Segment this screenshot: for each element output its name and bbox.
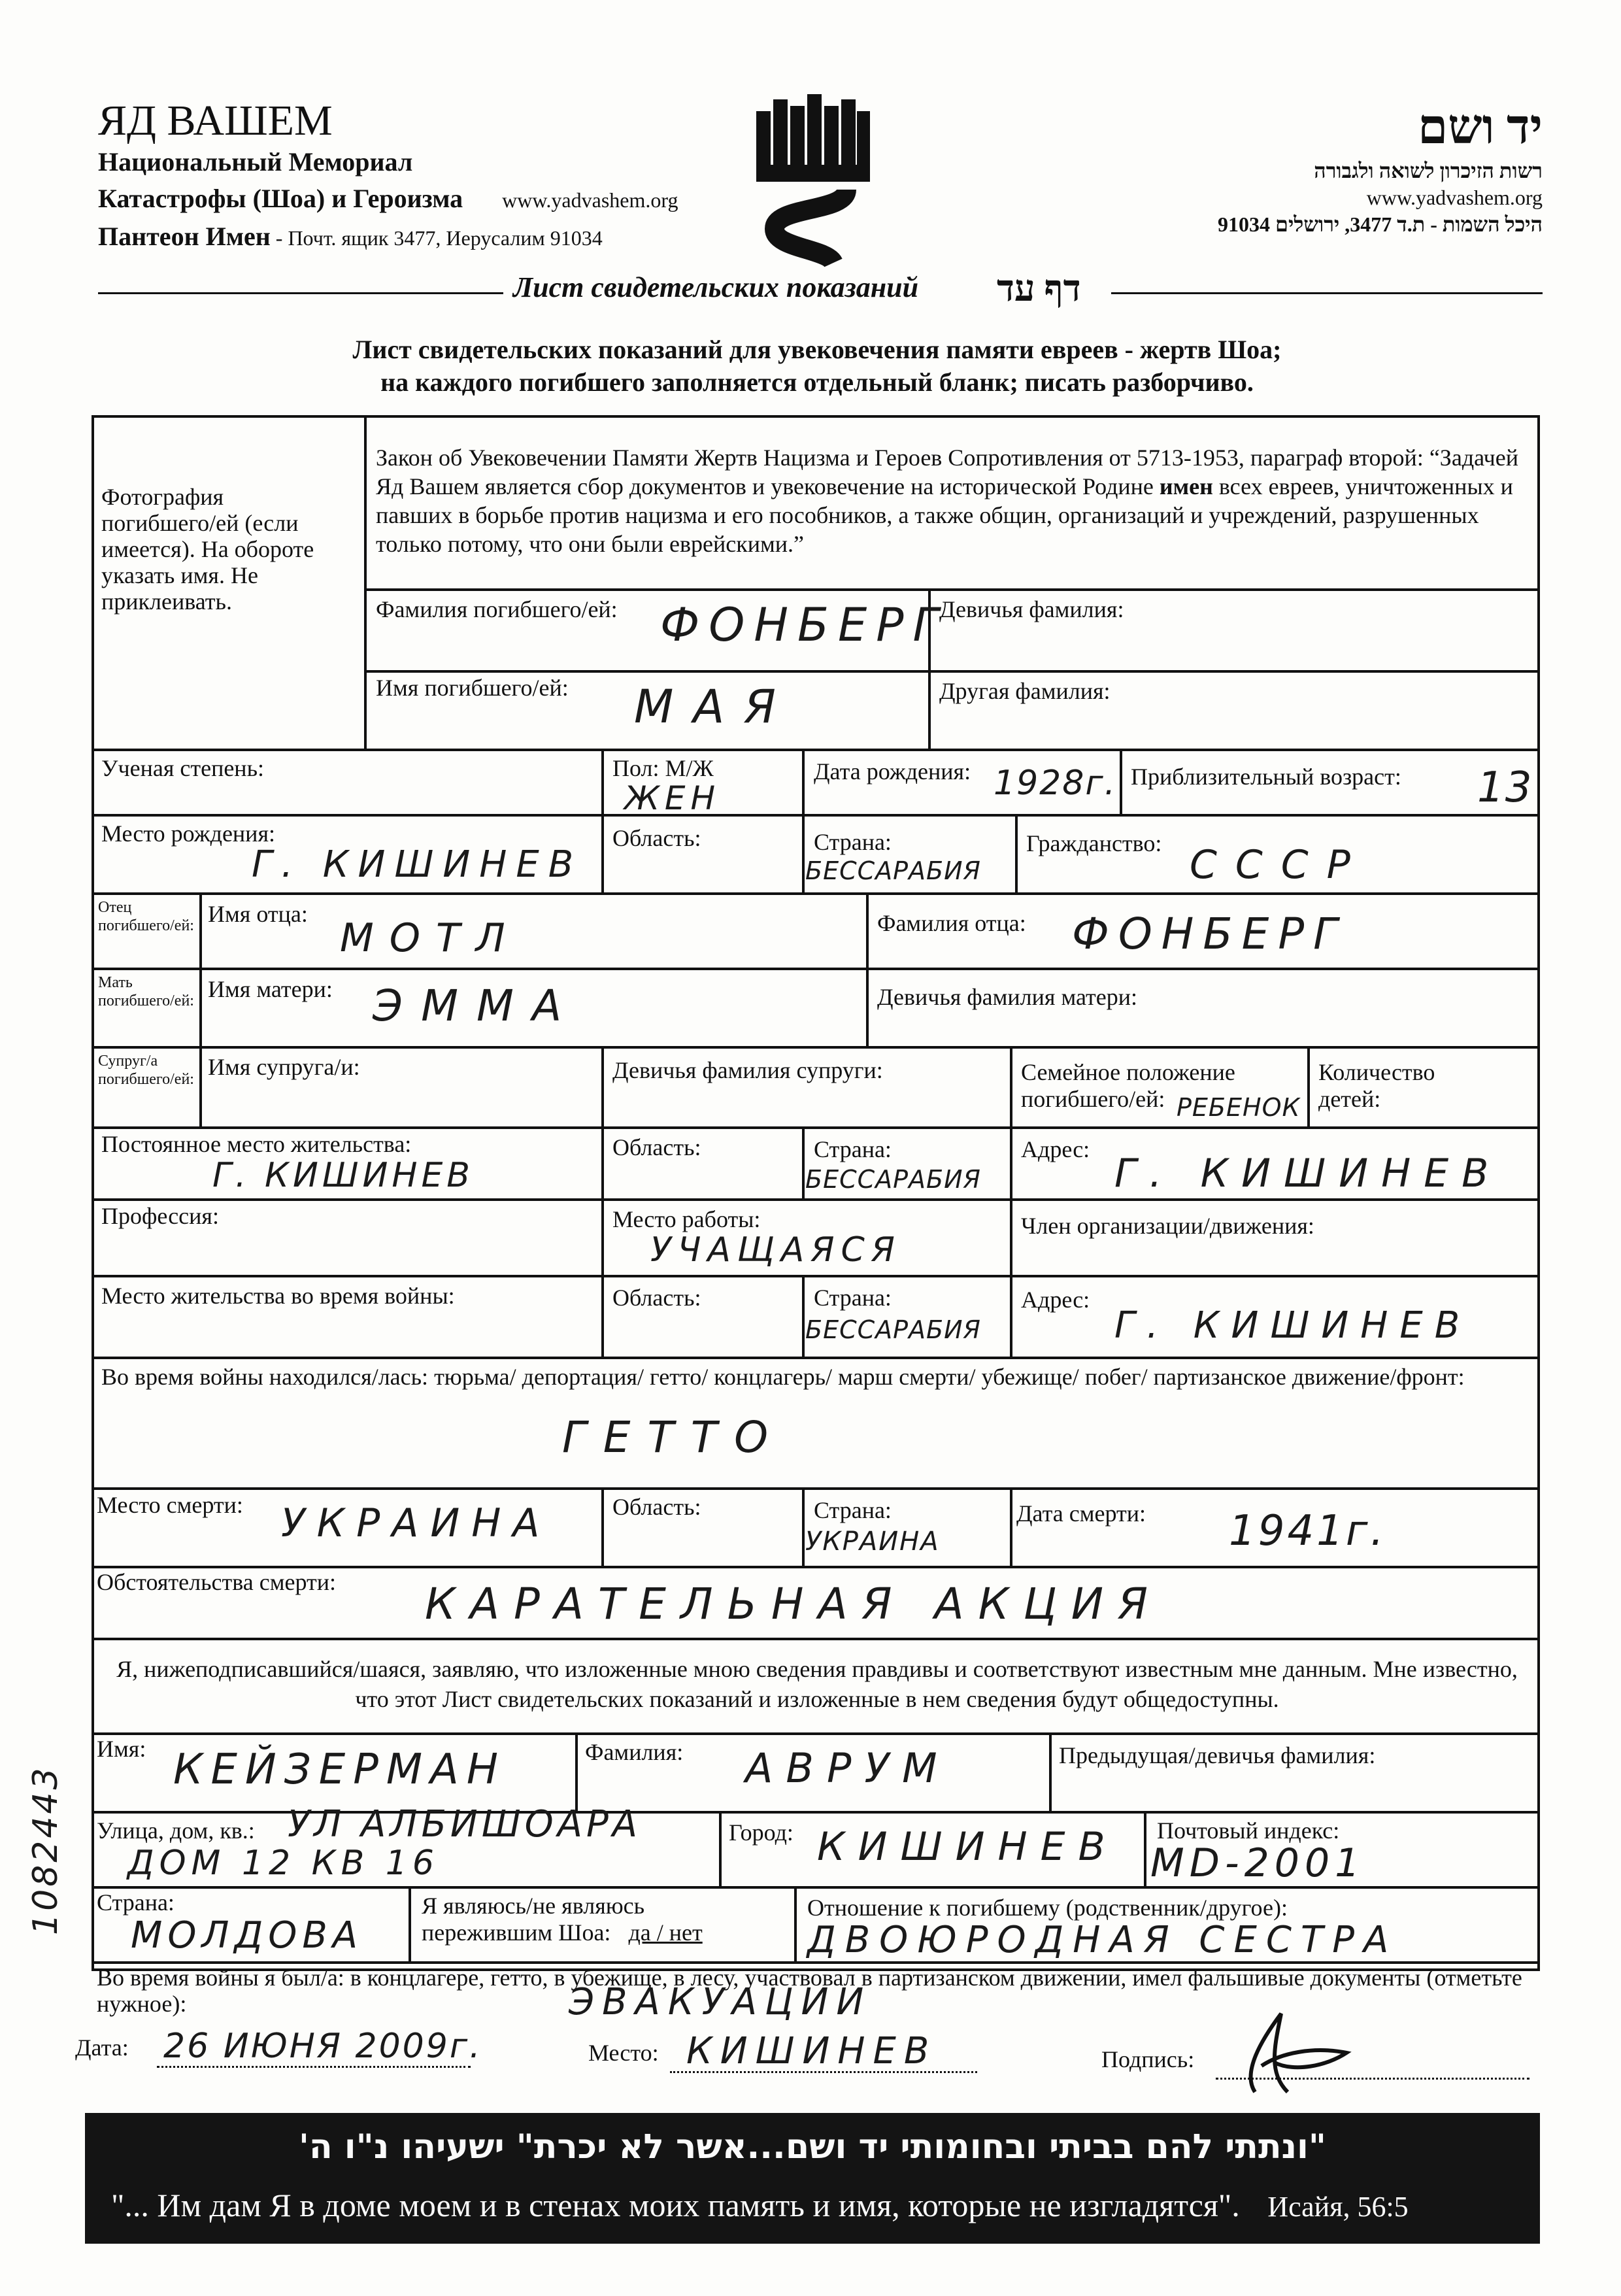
submitter-prev-label: Предыдущая/девичья фамилия:	[1059, 1742, 1376, 1768]
vrule-r8-b	[802, 1126, 805, 1198]
vrule-r16-b	[1144, 1811, 1146, 1886]
death-place-label: Место смерти:	[97, 1492, 243, 1518]
birthdate-value[interactable]: 1928г.	[994, 764, 1117, 803]
org-line-3	[98, 218, 678, 256]
website-left[interactable]: www.yadvashem.org	[502, 188, 678, 212]
residence-address-value[interactable]: Г. КИШИНЕВ	[1114, 1151, 1502, 1196]
vrule-r10-b	[802, 1275, 805, 1357]
vrule-r17-a	[409, 1886, 411, 1961]
birth-region-label: Область:	[612, 825, 701, 851]
signature-mark[interactable]	[1216, 1994, 1360, 2099]
form-subtitle	[98, 333, 1536, 399]
citizenship-label: Гражданство:	[1026, 830, 1162, 856]
relation-label: Отношение к погибшему (родственник/другое):	[807, 1895, 1288, 1921]
vrule-r8-a	[601, 1126, 604, 1198]
vrule-r10-a	[601, 1275, 604, 1357]
footer-banner	[85, 2113, 1540, 2244]
vrule-r7-c	[1307, 1046, 1310, 1126]
place-underline	[670, 2071, 977, 2073]
victim-name-label: Имя погибшего/ей:	[376, 675, 569, 701]
death-region-label: Область:	[612, 1494, 701, 1520]
vrule-r4-b	[802, 814, 805, 892]
rule-13	[92, 1566, 1540, 1568]
submitter-country-value[interactable]: МОЛДОВА	[131, 1914, 363, 1957]
spouse-name-label: Имя супруга/и:	[208, 1054, 360, 1080]
org-line-3-rest: - Почт. ящик 3477, Иерусалим 91034	[270, 226, 603, 250]
title-rule-right	[1111, 292, 1543, 294]
survivor-label	[422, 1893, 703, 1947]
rule-8	[92, 1126, 1540, 1129]
death-date-label: Дата смерти:	[1016, 1500, 1146, 1527]
birth-country-label: Страна:	[814, 829, 892, 855]
workplace-value[interactable]: УЧАЩАЯСЯ	[650, 1230, 901, 1270]
death-date-value[interactable]: 1941г.	[1229, 1507, 1386, 1555]
residence-country-value[interactable]: БЕССАРАБИЯ	[805, 1165, 981, 1194]
date-underline	[157, 2066, 471, 2068]
vrule-r15-b	[1049, 1732, 1052, 1811]
residence-address-label: Адрес:	[1021, 1136, 1090, 1162]
he-line-1: רשות הזיכרון לשואה ולגבורה	[1314, 159, 1543, 182]
father-side-label: Отец погибшего/ей:	[98, 899, 194, 934]
death-country-label: Страна:	[814, 1497, 892, 1523]
rule-10	[92, 1275, 1540, 1277]
rule-18	[92, 1961, 1540, 1964]
vrule-r7-b	[1010, 1046, 1012, 1126]
residence-label: Постоянное место жительства:	[101, 1131, 412, 1157]
mother-name-label: Имя матери:	[208, 976, 333, 1002]
declaration-text: Я, нижеподписавшийся/шаяся, заявляю, что изложенные мною сведения правдивы и соответствуют известным мне данным. Мне известно, что этот Лист свидетельских показаний и изложенные в нем сведения будут общедоступны.	[116, 1656, 1518, 1712]
he-line-3: היכל השמות - ת.ד 3477, ירושלים 91034	[1218, 212, 1543, 236]
form-title-ru: Лист свидетельских показаний	[513, 271, 919, 303]
submitter-surname-value[interactable]: АВРУМ	[745, 1744, 950, 1792]
vrule-r4-c	[1015, 814, 1018, 892]
mother-name-value[interactable]: ЭММА	[373, 981, 580, 1031]
father-surname-label: Фамилия отца:	[877, 910, 1026, 936]
survivor-options[interactable]: да / нет	[628, 1919, 703, 1946]
margin-archive-number: 1082443	[26, 1765, 65, 1935]
vrule-r17-b	[794, 1886, 797, 1961]
death-country-value[interactable]: УКРАИНА	[805, 1527, 940, 1557]
rule-5	[92, 892, 1540, 895]
place-label: Место:	[588, 2040, 659, 2066]
title-rule-left	[98, 292, 503, 294]
law-text-bold: имен	[1159, 473, 1213, 499]
rule-14	[92, 1638, 1540, 1640]
children-label	[1318, 1059, 1435, 1113]
vrule-r16-a	[719, 1811, 722, 1886]
birthplace-label: Место рождения:	[101, 820, 276, 847]
photo-instructions: Фотография погибшего/ей (если имеется). На обороте указать имя. Не приклеивать.	[101, 484, 314, 615]
org-line-1: Национальный Мемориал	[98, 147, 413, 177]
vrule-r3-c	[1120, 749, 1122, 814]
rule-7	[92, 1046, 1540, 1049]
submitter-surname-label: Фамилия:	[585, 1739, 684, 1765]
rule-9	[92, 1198, 1540, 1201]
vrule-r9-a	[601, 1198, 604, 1275]
rule-12	[92, 1487, 1540, 1490]
rule-2	[364, 670, 1540, 673]
org-title-ru: ЯД ВАШЕМ	[98, 97, 333, 144]
street-label: Улица, дом, кв.:	[97, 1817, 255, 1844]
spouse-side-label: Супруг/а погибшего/ей:	[98, 1053, 194, 1088]
victim-maiden-label: Девичья фамилия:	[939, 596, 1124, 622]
zip-label: Почтовый индекс:	[1157, 1817, 1340, 1844]
vrule-r12-b	[802, 1487, 805, 1566]
victim-surname-value[interactable]: ФОНБЕРГ	[660, 598, 948, 652]
vrule-r7-a	[601, 1046, 604, 1126]
vrule-r15-a	[575, 1732, 578, 1811]
birthplace-value[interactable]: Г. КИШИНЕВ	[252, 843, 583, 886]
date-label: Дата:	[75, 2034, 129, 2061]
org-line-2-text: Катастрофы (Шоа) и Героизма	[98, 184, 463, 213]
marital-label-line-1: Семейное положение	[1021, 1059, 1235, 1085]
rule-1	[364, 588, 1540, 591]
birthdate-label: Дата рождения:	[814, 758, 971, 785]
war-status-value[interactable]: ГЕТТО	[562, 1412, 786, 1462]
war-address-label: Адрес:	[1021, 1287, 1090, 1313]
org-header-right	[1098, 98, 1543, 238]
submitter-country-label: Страна:	[97, 1889, 175, 1916]
citizenship-value[interactable]: СССР	[1190, 842, 1369, 888]
age-label: Приблизительный возраст:	[1131, 764, 1401, 790]
rule-4	[92, 814, 1540, 817]
vrule-side	[199, 892, 202, 1126]
vrule-r9-b	[1010, 1198, 1012, 1275]
org-header-left	[98, 98, 678, 256]
law-text-part-1: Закон об Увековечении Памяти Жертв Нацизма и Героев Сопротивления от 5713-1953, параграф второй: “Задачей Яд Вашем является сбор документов и увековечение на исторической Родине	[376, 445, 1519, 499]
footer-citation: Исайя, 56:5	[1267, 2191, 1409, 2223]
residence-country-label: Страна:	[814, 1136, 892, 1162]
war-country-value[interactable]: БЕССАРАБИЯ	[805, 1315, 981, 1344]
war-status-label: Во время войны находился/лась: тюрьма/ депортация/ гетто/ концлагерь/ марш смерти/ убежище/ побег/ партизанское движение/фронт:	[101, 1364, 1465, 1390]
city-label: Город:	[729, 1819, 794, 1846]
subtitle-line-2: на каждого погибшего заполняется отдельный бланк; писать разборчиво.	[380, 367, 1254, 397]
mother-side-label: Мать погибшего/ей:	[98, 974, 194, 1009]
residence-region-label: Область:	[612, 1134, 701, 1160]
rule-17	[92, 1886, 1540, 1889]
subtitle-line-1: Лист свидетельских показаний для увековечения памяти евреев - жертв Шоа;	[352, 335, 1282, 364]
law-text-part-2: всех евреев, уничтоженных и павших в борьбе против нацизма и его пособников, а также общин, организаций и учреждений, разрушенных только потому, что они были еврейскими.”	[376, 473, 1513, 557]
sex-value[interactable]: ЖЕН	[624, 779, 721, 817]
relation-value[interactable]: ДВОЮРОДНАЯ СЕСТРА	[807, 1919, 1398, 1961]
submitter-name-value[interactable]: КЕЙЗЕРМАН	[173, 1746, 506, 1794]
father-surname-value[interactable]: ФОНБЕРГ	[1072, 909, 1346, 959]
spouse-maiden-label: Девичья фамилия супруги:	[612, 1057, 883, 1083]
residence-value[interactable]: Г. КИШИНЕВ	[212, 1156, 474, 1195]
vrule-r12-a	[601, 1487, 604, 1566]
submitter-name-label: Имя:	[97, 1736, 146, 1762]
father-name-label: Имя отца:	[208, 901, 308, 927]
circumstances-value[interactable]: КАРАТЕЛЬНАЯ АКЦИЯ	[425, 1579, 1162, 1629]
law-text	[376, 443, 1526, 558]
website-right[interactable]: www.yadvashem.org	[1366, 186, 1543, 209]
member-label: Член организации/движения:	[1021, 1213, 1314, 1239]
death-place-value[interactable]: УКРАИНА	[281, 1500, 552, 1546]
degree-label: Ученая степень:	[101, 755, 264, 781]
children-label-line-1: Количество	[1318, 1059, 1435, 1085]
signature-underline	[1216, 2078, 1529, 2080]
father-name-value[interactable]: МОТЛ	[340, 915, 521, 961]
age-value[interactable]: 13	[1477, 764, 1533, 812]
marital-value[interactable]: РЕБЕНОК	[1177, 1093, 1301, 1122]
profession-label: Профессия:	[101, 1203, 219, 1229]
mother-maiden-label: Девичья фамилия матери:	[877, 984, 1138, 1010]
vrule-r8-c	[1010, 1126, 1012, 1198]
city-value[interactable]: КИШИНЕВ	[817, 1824, 1118, 1870]
victim-surname-label: Фамилия погибшего/ей:	[376, 596, 618, 622]
vrule-r12-c	[1010, 1487, 1012, 1566]
submitter-war-label: Во время войны я был/а: в концлагере, гетто, в убежище, в лесу, участвовал в партизанском движении, имел фальшивые документы (отметьте нужное):	[97, 1965, 1522, 2017]
war-region-label: Область:	[612, 1285, 701, 1311]
signature-label: Подпись:	[1101, 2046, 1195, 2072]
street-value-2[interactable]: ДОМ 12 КВ 16	[127, 1844, 439, 1883]
org-line-3-bold: Пантеон Имен	[98, 222, 271, 251]
rule-11	[92, 1357, 1540, 1359]
victim-name-value[interactable]: МАЯ	[634, 680, 795, 734]
children-label-line-2: детей:	[1318, 1086, 1381, 1113]
birth-country-value[interactable]: БЕССАРАБИЯ	[805, 856, 981, 885]
menorah-logo-icon	[748, 92, 873, 268]
rule-15	[92, 1732, 1540, 1735]
vrule-r5	[866, 892, 869, 1046]
org-title-he: יד ושם	[1418, 101, 1543, 154]
submitter-war-value[interactable]: ЭВАКУАЦИИ	[569, 1981, 872, 2023]
survivor-label-line-1: Я являюсь/не являюсь	[422, 1893, 645, 1919]
vrule-photo	[364, 415, 367, 749]
other-surname-label: Другая фамилия:	[939, 678, 1111, 704]
vrule-r10-c	[1010, 1275, 1012, 1357]
war-residence-label: Место жительства во время войны:	[101, 1283, 455, 1309]
footer-russian-quote: "... Им дам Я в доме моем и в стенах моих память и имя, которые не изгладятся".	[111, 2187, 1240, 2223]
footer-russian-row	[111, 2186, 1523, 2224]
org-line-2	[98, 180, 678, 218]
vrule-r3-a	[601, 749, 604, 814]
footer-hebrew-quote: "ונתתי להם בביתי ובחומותי יד ושם...אשר לא יכרת" ישעיהו נ"ו ה'	[299, 2127, 1326, 2167]
workplace-label: Место работы:	[612, 1206, 761, 1232]
survivor-label-line-2	[422, 1919, 703, 1946]
circumstances-label: Обстоятельства смерти:	[97, 1569, 336, 1595]
date-value[interactable]: 26 ИЮНЯ 2009г.	[163, 2027, 482, 2066]
street-value-1[interactable]: УЛ АЛБИШОАРА	[288, 1803, 642, 1846]
war-address-value[interactable]: Г. КИШИНЕВ	[1114, 1304, 1472, 1347]
rule-6	[92, 968, 1540, 970]
rule-3	[92, 749, 1540, 751]
marital-label-line-2: погибшего/ей:	[1021, 1086, 1165, 1113]
war-country-label: Страна:	[814, 1285, 892, 1311]
place-value[interactable]: КИШИНЕВ	[686, 2030, 937, 2072]
survivor-label-text: пережившим Шоа:	[422, 1919, 611, 1946]
form-title-he: דף עד	[997, 269, 1081, 309]
sex-label: Пол: М/Ж	[612, 755, 714, 781]
vrule-r4-a	[601, 814, 604, 892]
vrule-r3-b	[802, 749, 805, 814]
zip-value[interactable]: MD-2001	[1150, 1840, 1365, 1886]
